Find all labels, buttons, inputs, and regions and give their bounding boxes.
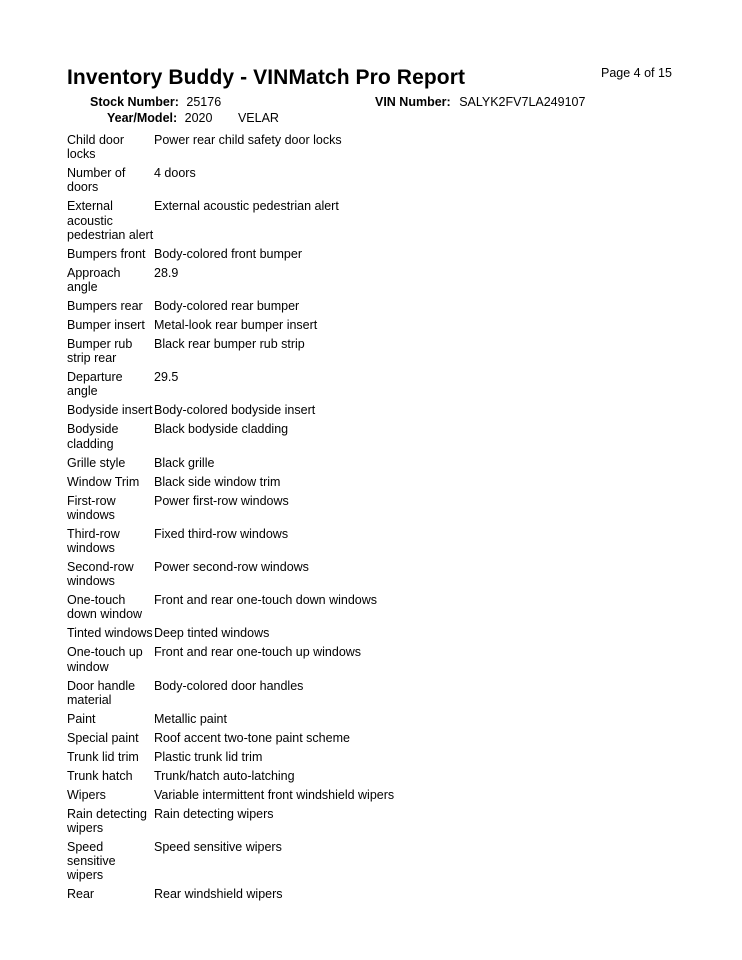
- spec-value: Power rear child safety door locks: [154, 133, 342, 147]
- spec-value: Metal-look rear bumper insert: [154, 318, 318, 333]
- spec-table: [67, 133, 427, 906]
- spec-label: Door handle material: [67, 678, 136, 707]
- spec-label: Bumper insert: [67, 318, 145, 333]
- model-value: VELAR: [237, 111, 279, 125]
- spec-row: [67, 645, 427, 673]
- spec-row: [67, 560, 427, 588]
- spec-row: [67, 731, 427, 745]
- spec-value: Trunk/hatch auto-latching: [154, 768, 295, 783]
- spec-label: Departure angle: [67, 370, 123, 399]
- spec-value: Power first-row windows: [154, 493, 289, 508]
- spec-row: [67, 456, 427, 470]
- year-model-label: Year/Model:: [107, 111, 178, 125]
- spec-label: Third-row windows: [67, 526, 120, 556]
- spec-value: 28.9: [154, 265, 179, 280]
- spec-label: One-touch up window: [67, 645, 143, 674]
- spec-label: Rain detecting wipers: [67, 806, 147, 836]
- spec-value: Black bodyside cladding: [154, 422, 289, 437]
- spec-value: Plastic trunk lid trim: [154, 749, 263, 764]
- spec-row: [67, 133, 427, 161]
- spec-row: [67, 750, 427, 764]
- spec-label: Rear: [67, 887, 95, 902]
- spec-label: Window Trim: [67, 474, 140, 489]
- spec-row: [67, 247, 427, 261]
- page-number: Page 4 of 15: [601, 66, 672, 80]
- spec-row: [67, 422, 427, 450]
- spec-value: Body-colored rear bumper: [154, 299, 300, 314]
- spec-row: [67, 494, 427, 522]
- spec-value: 29.5: [154, 370, 179, 385]
- spec-row: [67, 593, 427, 621]
- spec-row: [67, 788, 427, 802]
- spec-value: Variable intermittent front windshield wipers: [154, 787, 395, 802]
- spec-label: Trunk lid trim: [67, 749, 139, 764]
- spec-row: [67, 299, 427, 313]
- spec-row: [67, 712, 427, 726]
- spec-label: Bumpers rear: [67, 299, 143, 314]
- spec-label: Wipers: [67, 787, 106, 802]
- spec-value: Black side window trim: [154, 474, 281, 489]
- spec-row: [67, 807, 427, 835]
- spec-label: Special paint: [67, 730, 139, 745]
- report-title: Inventory Buddy - VINMatch Pro Report: [67, 66, 466, 89]
- spec-value: Front and rear one-touch up windows: [154, 645, 362, 660]
- spec-value: 4 doors: [154, 166, 196, 181]
- vin-number-value: SALYK2FV7LA249107: [459, 95, 586, 109]
- spec-label: External acoustic pedestrian alert: [67, 199, 154, 242]
- vin-number-label: VIN Number:: [375, 95, 451, 109]
- spec-row: [67, 199, 427, 242]
- spec-value: Front and rear one-touch down windows: [154, 593, 378, 608]
- spec-row: [67, 318, 427, 332]
- spec-row: [67, 337, 427, 365]
- spec-row: [67, 887, 427, 901]
- stock-number: [90, 95, 221, 109]
- spec-value: Body-colored bodyside insert: [154, 403, 316, 418]
- year-model: [107, 111, 279, 125]
- spec-row: [67, 475, 427, 489]
- year-value: 2020: [184, 111, 213, 125]
- vin-number: [375, 95, 585, 109]
- spec-label: Bumpers front: [67, 246, 146, 261]
- spec-label: One-touch down window: [67, 593, 143, 622]
- spec-value: Rear windshield wipers: [154, 887, 283, 902]
- spec-value: Body-colored door handles: [154, 678, 304, 693]
- spec-value: Black grille: [154, 455, 215, 470]
- spec-label: Bodyside cladding: [67, 422, 119, 451]
- spec-label: Tinted windows: [67, 626, 153, 641]
- spec-label: Trunk hatch: [67, 768, 133, 783]
- spec-label: Child door locks: [67, 133, 124, 162]
- spec-row: [67, 266, 427, 294]
- stock-number-value: 25176: [186, 95, 222, 109]
- spec-value: Roof accent two-tone paint scheme: [154, 730, 350, 745]
- spec-row: [67, 679, 427, 707]
- spec-value: Metallic paint: [154, 711, 227, 726]
- spec-label: Grille style: [67, 455, 126, 470]
- spec-value: Speed sensitive wipers: [154, 840, 282, 855]
- spec-label: Bodyside insert: [67, 403, 153, 418]
- spec-row: [67, 840, 427, 883]
- spec-value: Black rear bumper rub strip: [154, 337, 305, 352]
- spec-value: Rain detecting wipers: [154, 806, 274, 821]
- spec-label: Speed sensitive wipers: [67, 840, 116, 883]
- spec-label: Approach angle: [67, 265, 121, 295]
- spec-value: Fixed third-row windows: [154, 526, 289, 541]
- spec-value: External acoustic pedestrian alert: [154, 199, 339, 214]
- spec-row: [67, 769, 427, 783]
- spec-row: [67, 166, 427, 194]
- spec-row: [67, 403, 427, 417]
- spec-value: Body-colored front bumper: [154, 246, 302, 261]
- stock-number-label: Stock Number:: [90, 95, 179, 109]
- spec-row: [67, 370, 427, 398]
- spec-row: [67, 626, 427, 640]
- spec-label: First-row windows: [67, 493, 116, 522]
- spec-label: Second-row windows: [67, 560, 134, 589]
- spec-label: Paint: [67, 711, 96, 726]
- spec-value: Deep tinted windows: [154, 626, 270, 641]
- spec-label: Number of doors: [67, 166, 126, 195]
- spec-value: Power second-row windows: [154, 560, 309, 575]
- spec-label: Bumper rub strip rear: [67, 337, 133, 366]
- spec-row: [67, 527, 427, 555]
